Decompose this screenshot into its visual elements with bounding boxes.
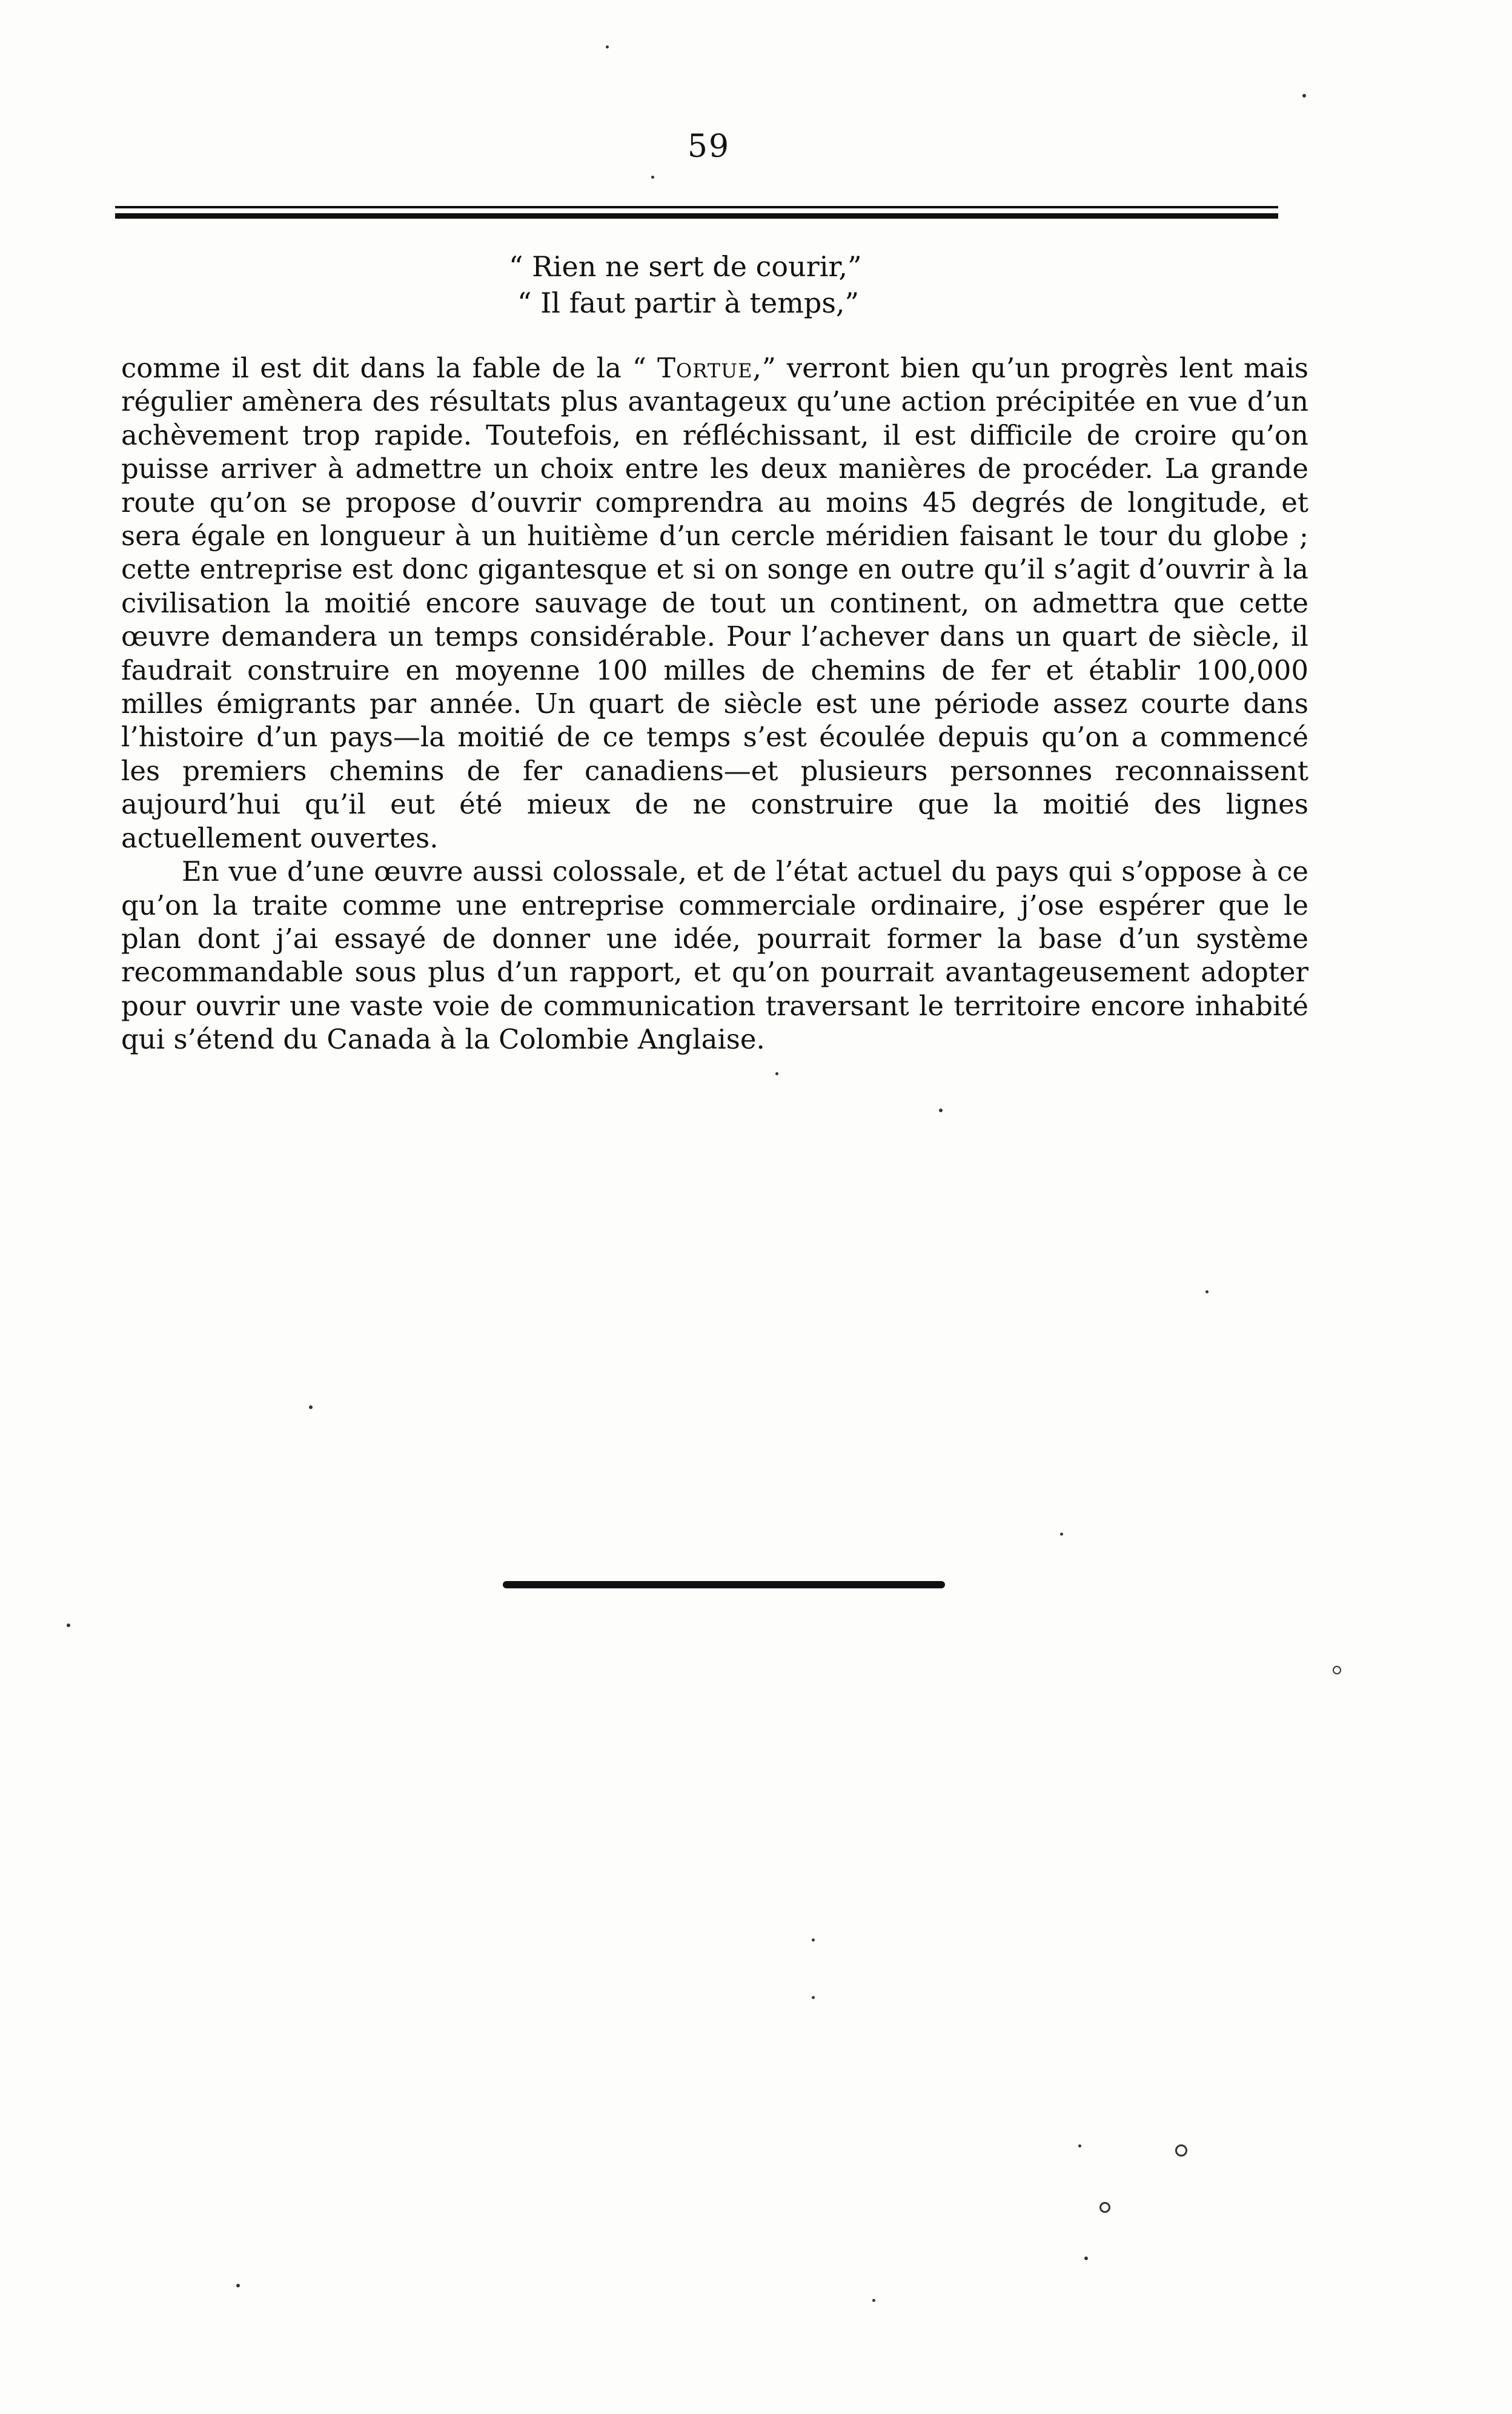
paragraph-1-rest: ” verront bien qu’un progrès lent mais régulier amènera des résultats plus avantageux qu’une action précipitée en vue d’un achèvement trop rapide. Toutefois, en réfléchissant, il est difficile de croire qu’on puisse arriver à admettre un choix entre les deux manières de procéder. La grande route qu’on se propose d’ouvrir comprendra au moins 45 degrés de longitude, et sera égale en longueur à un huitième d’un cercle méridien faisant le tour du globe ; cette entreprise est donc gigantesque et si on songe en outre qu’il s’agit d’ouvrir à la civilisation la moitié encore sauvage de tout un continent, on admettra que cette œuvre demandera un temps considérable. Pour l’achever dans un quart de siècle, il faudrait construire en moyenne 100 milles de chemins de fer et établir 100,000 milles émigrants par année. Un quart de siècle est une période assez courte dans l’histoire d’un pays—la moitié de ce temps s’est écoulée depuis qu’on a commencé les premiers chemins de fer canadiens—et plusieurs personnes reconnaissent aujourd’hui qu’il eut été mieux de ne construire que la moitié des lignes actuellement ouvertes. <box>121 352 1308 854</box>
scan-speck <box>1333 1666 1341 1674</box>
scan-speck <box>606 45 609 48</box>
scan-speck <box>1060 1533 1063 1536</box>
closing-rule <box>503 1581 945 1588</box>
page-number: 59 <box>687 128 731 165</box>
scan-speck <box>1078 2144 1081 2147</box>
fable-title: Tortue, <box>657 352 762 384</box>
paragraph-1-start: comme il est dit dans la fable de la “ <box>121 352 658 384</box>
scan-speck <box>67 1623 70 1627</box>
scan-speck <box>812 1938 815 1941</box>
scan-speck <box>1175 2144 1187 2157</box>
scan-speck <box>939 1109 943 1112</box>
header-rule <box>115 206 1278 208</box>
scan-speck <box>1205 1290 1209 1293</box>
paragraph-2: En vue d’une œuvre aussi colossale, et de l’état actuel du pays qui s’oppose à ce qu’on la traite comme une entreprise commerciale ordinaire, j’ose espérer que le plan dont j’ai essayé de donner une idée, pourrait former la base d’un système recommandable sous plus d’un rapport, et qu’on pourrait avantageusement adopter pour ouvrir une vaste voie de communication traversant le territoire encore inhabité qui s’étend du Canada à la Colombie Anglaise. <box>121 855 1308 1056</box>
scan-speck <box>812 1996 815 1999</box>
body-text <box>121 351 1308 1056</box>
scan-speck <box>1099 2202 1110 2213</box>
epigraph <box>509 248 993 321</box>
epigraph-line-2: “ Il faut partir à temps,” <box>517 287 860 319</box>
scan-speck <box>775 1072 778 1075</box>
scan-speck <box>236 2284 240 2287</box>
paragraph-1 <box>121 351 1308 855</box>
scan-speck <box>872 2299 875 2302</box>
scan-speck <box>1084 2256 1088 2260</box>
scan-speck <box>651 176 654 179</box>
scan-speck <box>309 1405 313 1409</box>
scan-speck <box>1302 94 1306 98</box>
epigraph-line-1: “ Rien ne sert de courir,” <box>509 250 862 283</box>
